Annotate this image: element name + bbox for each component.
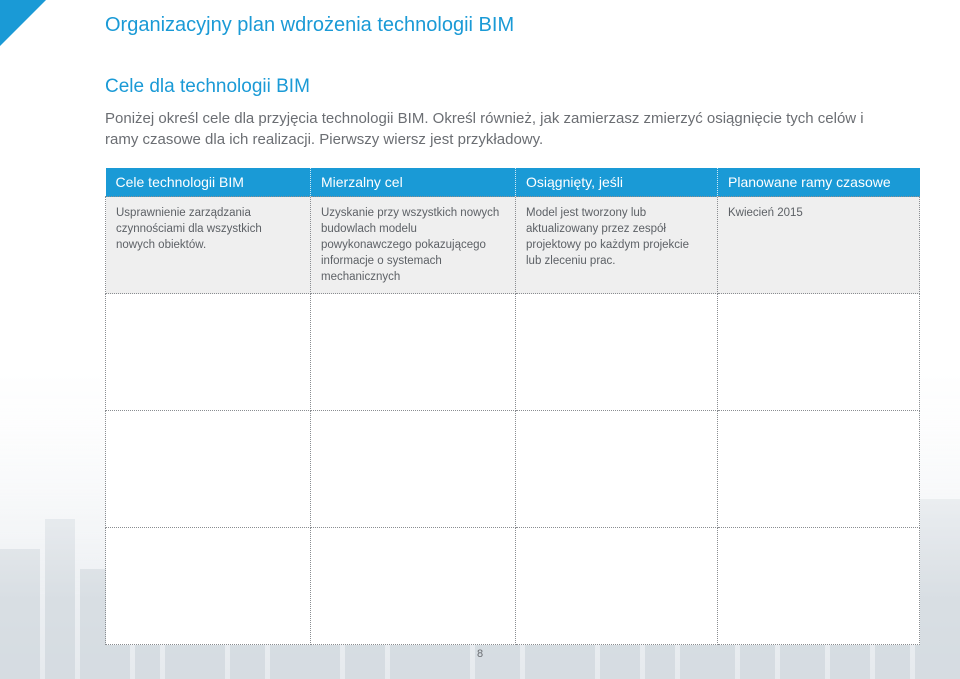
cell-measurable-input[interactable] <box>311 528 516 645</box>
table-header-row <box>106 168 920 197</box>
cell-achieved-if-input[interactable] <box>516 528 718 645</box>
cell-timeframe-input[interactable] <box>718 411 920 528</box>
bim-goals-table <box>105 168 920 645</box>
cell-measurable-input[interactable] <box>311 294 516 411</box>
column-header-achieved-if: Osiągnięty, jeśli <box>516 168 718 197</box>
table-row <box>106 411 920 528</box>
document-title: Organizacyjny plan wdrożenia technologii BIM <box>105 14 515 36</box>
cell-timeframe-input[interactable] <box>718 294 920 411</box>
cell-measurable-input[interactable] <box>311 411 516 528</box>
corner-tab-decoration <box>0 0 46 46</box>
cell-timeframe-input[interactable] <box>718 528 920 645</box>
cell-goal-input[interactable] <box>106 294 311 411</box>
cell-goal-input[interactable] <box>106 411 311 528</box>
cell-measurable: Uzyskanie przy wszystkich nowych budowlach modelu powykonawczego pokazującego informacje o systemach mechanicznych <box>311 197 516 294</box>
cell-goal: Usprawnienie zarządzania czynnościami dla wszystkich nowych obiektów. <box>106 197 311 294</box>
table-row <box>106 294 920 411</box>
table-row <box>106 528 920 645</box>
cell-achieved-if-input[interactable] <box>516 294 718 411</box>
column-header-goals: Cele technologii BIM <box>106 168 311 197</box>
column-header-timeframe: Planowane ramy czasowe <box>718 168 920 197</box>
page-number: 8 <box>476 648 484 660</box>
cell-achieved-if: Model jest tworzony lub aktualizowany przez zespół projektowy po każdym projekcie lub zleceniu prac. <box>516 197 718 294</box>
cell-goal-input[interactable] <box>106 528 311 645</box>
section-intro-text: Poniżej określ cele dla przyjęcia technologii BIM. Określ również, jak zamierzasz zmierzyć osiągnięcie tych celów i ramy czasowe dla ich realizacji. Pierwszy wiersz jest przykładowy. <box>105 110 864 148</box>
table-row-example <box>106 197 920 294</box>
section-title: Cele dla technologii BIM <box>105 76 310 97</box>
column-header-measurable: Mierzalny cel <box>311 168 516 197</box>
cell-achieved-if-input[interactable] <box>516 411 718 528</box>
cell-timeframe: Kwiecień 2015 <box>718 197 920 294</box>
